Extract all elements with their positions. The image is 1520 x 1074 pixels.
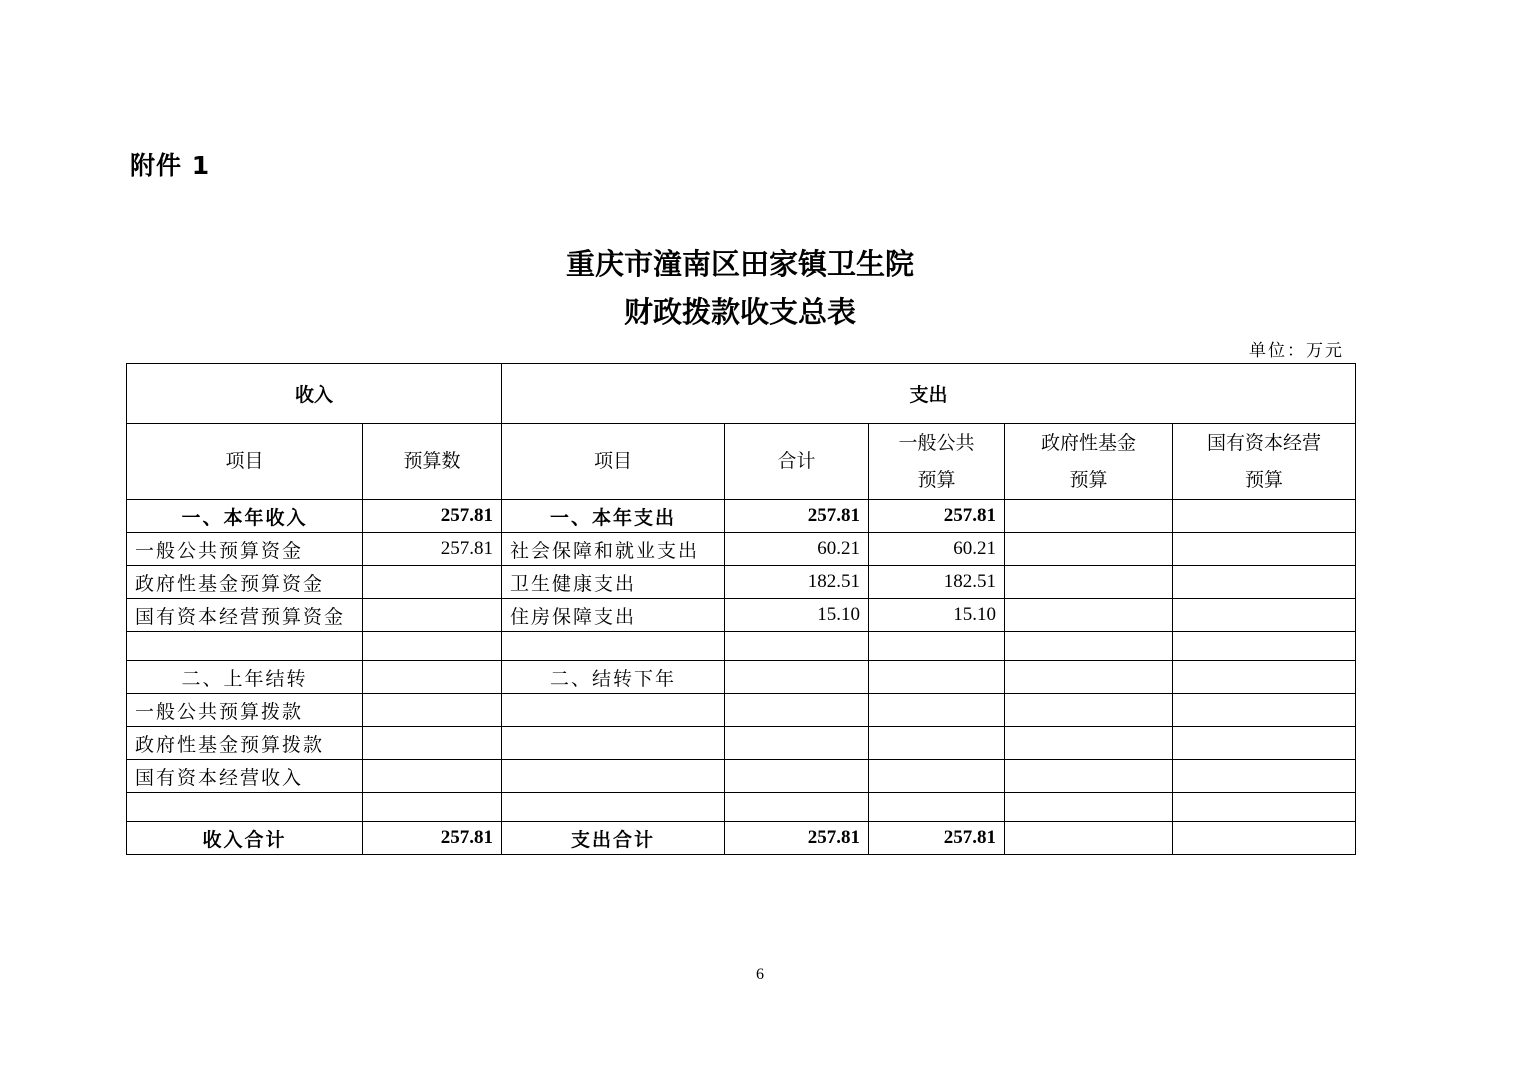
gov-fund-cell (1005, 760, 1173, 793)
general-public-budget-header (869, 424, 1005, 500)
income-item-header: 项目 (127, 424, 363, 500)
expense-total-cell: 182.51 (725, 566, 869, 599)
expense-total-cell (725, 694, 869, 727)
page-subtitle: 财政拨款收支总表 (623, 295, 856, 329)
table-row (127, 533, 1356, 566)
income-amount-cell (363, 599, 502, 632)
general-public-cell: 257.81 (869, 500, 1005, 533)
income-amount-cell (363, 566, 502, 599)
expense-total-cell (725, 760, 869, 793)
general-public-cell (869, 632, 1005, 661)
state-capital-cell (1173, 822, 1356, 855)
state-capital-cell (1173, 727, 1356, 760)
expense-total-header: 合计 (725, 424, 869, 500)
table-row (127, 760, 1356, 793)
expense-item-cell: 社会保障和就业支出 (502, 533, 725, 566)
table-row (127, 822, 1356, 855)
general-public-cell (869, 793, 1005, 822)
table-row (127, 566, 1356, 599)
general-public-cell: 60.21 (869, 533, 1005, 566)
expense-total-cell (725, 793, 869, 822)
header-row-groups (127, 364, 1356, 424)
table-row (127, 599, 1356, 632)
table-row (127, 661, 1356, 694)
expense-item-header: 项目 (502, 424, 725, 500)
expense-header: 支出 (502, 364, 1356, 424)
expense-total-cell: 257.81 (725, 822, 869, 855)
general-public-header-line1: 一般公共 (898, 431, 975, 454)
gov-fund-cell (1005, 599, 1173, 632)
income-item-cell: 一般公共预算资金 (127, 533, 363, 566)
expense-item-cell: 卫生健康支出 (502, 566, 725, 599)
income-header: 收入 (127, 364, 502, 424)
gov-fund-cell (1005, 500, 1173, 533)
fiscal-summary-table (126, 363, 1356, 855)
income-item-cell: 政府性基金预算资金 (127, 566, 363, 599)
expense-item-cell: 住房保障支出 (502, 599, 725, 632)
header-row-columns (127, 424, 1356, 500)
income-amount-cell: 257.81 (363, 533, 502, 566)
income-item-cell: 二、上年结转 (127, 661, 363, 694)
income-amount-cell (363, 793, 502, 822)
general-public-cell: 15.10 (869, 599, 1005, 632)
gov-fund-cell (1005, 632, 1173, 661)
general-public-cell (869, 661, 1005, 694)
expense-total-cell: 15.10 (725, 599, 869, 632)
income-budget-header: 预算数 (363, 424, 502, 500)
expense-item-cell (502, 632, 725, 661)
expense-total-cell (725, 661, 869, 694)
table-row (127, 694, 1356, 727)
table-row (127, 632, 1356, 661)
income-item-cell: 政府性基金预算拨款 (127, 727, 363, 760)
gov-fund-cell (1005, 727, 1173, 760)
general-public-cell (869, 727, 1005, 760)
income-item-cell (127, 793, 363, 822)
state-capital-cell (1173, 661, 1356, 694)
general-public-cell (869, 694, 1005, 727)
income-amount-cell (363, 727, 502, 760)
state-capital-cell (1173, 760, 1356, 793)
gov-fund-cell (1005, 566, 1173, 599)
income-item-cell: 收入合计 (127, 822, 363, 855)
state-capital-header-line1: 国有资本经营 (1207, 431, 1322, 454)
income-amount-cell: 257.81 (363, 822, 502, 855)
state-capital-cell (1173, 500, 1356, 533)
state-capital-cell (1173, 599, 1356, 632)
expense-total-cell: 60.21 (725, 533, 869, 566)
income-amount-cell (363, 694, 502, 727)
gov-fund-cell (1005, 793, 1173, 822)
income-item-cell: 国有资本经营预算资金 (127, 599, 363, 632)
state-capital-cell (1173, 632, 1356, 661)
expense-item-cell (502, 793, 725, 822)
expense-item-cell (502, 727, 725, 760)
income-item-cell (127, 632, 363, 661)
state-capital-cell (1173, 566, 1356, 599)
table-row (127, 793, 1356, 822)
state-capital-cell (1173, 694, 1356, 727)
expense-total-cell: 257.81 (725, 500, 869, 533)
gov-fund-budget-header (1005, 424, 1173, 500)
gov-fund-cell (1005, 533, 1173, 566)
gov-fund-cell (1005, 694, 1173, 727)
table-row (127, 727, 1356, 760)
general-public-header-line2: 预算 (917, 468, 956, 491)
page-title: 重庆市潼南区田家镇卫生院 (565, 247, 914, 281)
annex-label: 附件 1 (130, 151, 211, 180)
unit-label: 单位：万元 (1249, 341, 1344, 361)
general-public-cell (869, 760, 1005, 793)
income-amount-cell (363, 661, 502, 694)
gov-fund-header-line1: 政府性基金 (1041, 431, 1137, 454)
expense-item-cell: 二、结转下年 (502, 661, 725, 694)
state-capital-budget-header (1173, 424, 1356, 500)
expense-item-cell (502, 760, 725, 793)
income-amount-cell (363, 632, 502, 661)
income-amount-cell (363, 760, 502, 793)
income-amount-cell: 257.81 (363, 500, 502, 533)
expense-total-cell (725, 727, 869, 760)
income-item-cell: 一般公共预算拨款 (127, 694, 363, 727)
general-public-cell: 257.81 (869, 822, 1005, 855)
gov-fund-header-line2: 预算 (1069, 468, 1108, 491)
table-row (127, 500, 1356, 533)
expense-item-cell: 一、本年支出 (502, 500, 725, 533)
income-item-cell: 一、本年收入 (127, 500, 363, 533)
state-capital-header-line2: 预算 (1245, 468, 1284, 491)
gov-fund-cell (1005, 661, 1173, 694)
gov-fund-cell (1005, 822, 1173, 855)
expense-total-cell (725, 632, 869, 661)
page-number: 6 (756, 966, 764, 983)
state-capital-cell (1173, 793, 1356, 822)
expense-item-cell (502, 694, 725, 727)
income-item-cell: 国有资本经营收入 (127, 760, 363, 793)
general-public-cell: 182.51 (869, 566, 1005, 599)
state-capital-cell (1173, 533, 1356, 566)
expense-item-cell: 支出合计 (502, 822, 725, 855)
